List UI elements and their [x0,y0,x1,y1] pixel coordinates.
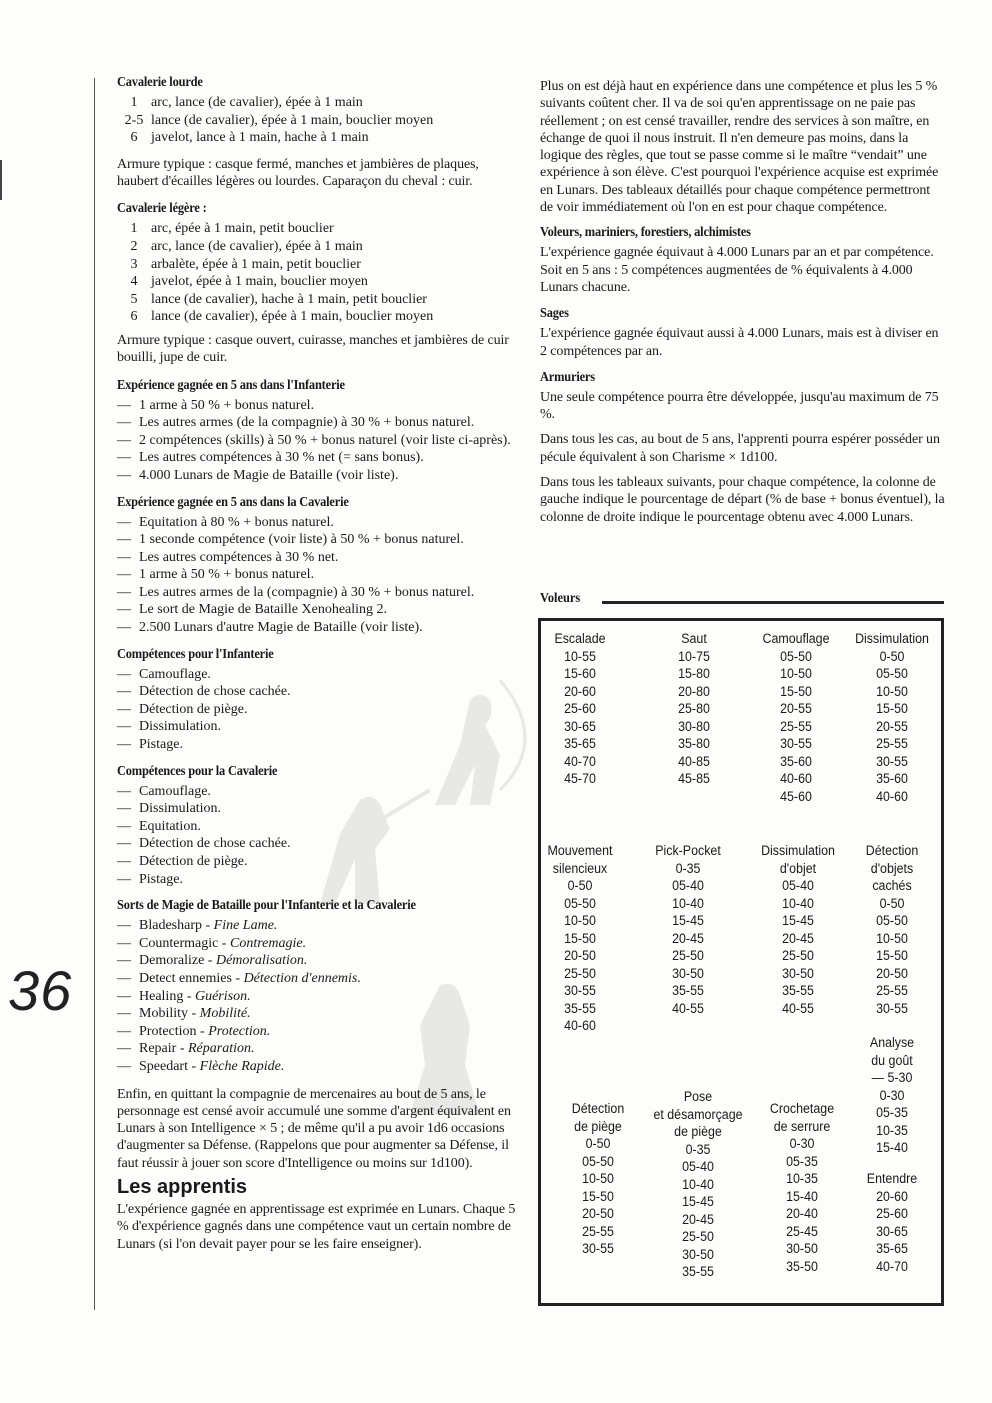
experience-infanterie-list [117,397,519,485]
list-item: 2 arc, lance (de cavalier), épée à 1 main [130,238,363,254]
skill-name: Pose [683,1089,713,1104]
list-item: — Demoralize - Démoralisation. [117,953,308,969]
skill-cell [846,630,938,805]
skill-range: 10-40 [672,895,704,911]
list-item: — Camouflage. [117,783,211,799]
skill-range: 35-55 [672,983,704,998]
list-item: 3 arbalète, épée à 1 main, petit bouclier [130,256,361,272]
skill-range: 20-50 [876,965,908,981]
list-item: — 2.500 Lunars d'autre Magie de Bataille (voir liste). [117,620,423,636]
skill-range: 15-45 [682,1194,714,1209]
list-item: 2-5 lance (de cavalier), épée à 1 main, bouclier moyen [124,112,434,128]
skill-cell [846,842,938,1017]
skill-range: 30-80 [678,718,710,734]
skill-range: 30-55 [582,1241,614,1256]
skill-range: 30-50 [682,1246,714,1262]
skill-range: 25-50 [782,948,814,963]
list-item: — Détection de chose cachée. [117,836,291,852]
skill-range: 10-50 [876,930,908,946]
skill-range: 25-60 [876,1206,908,1221]
sages-paragraph: L'expérience gagnée équivaut aussi à 4.000 Lunars, mais est à diviser en 2 compétences par an. [540,326,939,359]
skill-range: 45-85 [678,771,710,786]
skill-range: 40-60 [564,1018,596,1033]
skill-range: 05-50 [564,895,596,911]
list-item: — Pistage. [117,737,183,753]
heading-competences-cavalerie: Compétences pour la Cavalerie [117,762,278,778]
skill-name: Détection [865,843,919,858]
skill-range: 15-50 [564,930,596,946]
list-item: — Detect ennemies - Détection d'ennemis. [117,970,361,986]
skill-range: 10-50 [780,666,812,681]
skill-range: 35-65 [564,736,596,751]
list-item: 6 javelot, lance à 1 main, hache à 1 main [130,130,369,146]
skill-range: 0-50 [879,648,905,664]
armure-lourde-text: Armure typique : casque fermé, manches et jambières de plaques, haubert d'écailles légères ou lourdes. Caparaçon du cheval : cuir. [117,156,479,190]
skill-name: silencieux [552,860,608,876]
skill-cell [756,1100,848,1275]
skill-range: 30-65 [876,1223,908,1239]
skill-range: 05-50 [582,1153,614,1169]
list-item: — Speedart - Flèche Rapide. [117,1058,285,1074]
skill-name: Pick-Pocket [655,843,721,858]
experience-cavalerie-list [117,514,519,637]
skill-cell [750,630,842,805]
skill-range: 05-50 [876,913,908,928]
list-item: — Protection - Protection. [117,1023,271,1039]
skill-name: Dissimulation [761,843,835,858]
list-item: — Détection de piège. [117,701,248,717]
skill-name: cachés [872,878,912,893]
table-title: Voleurs [540,590,588,606]
armure-legere-text: Armure typique : casque ouvert, cuirasse, manches et jambières de cuir bouilli, jupe de cuir. [117,332,509,366]
skill-range: 30-65 [564,718,596,734]
skill-range: 15-50 [876,948,908,963]
list-item: — Les autres compétences à 30 % net (= sans bonus). [117,450,424,466]
skill-range: 20-50 [564,948,596,963]
skill-range: 35-65 [876,1241,908,1256]
cavalerie-legere-list [117,220,519,326]
skill-range: 45-60 [780,788,812,804]
skill-range: 35-50 [786,1258,818,1274]
competences-cavalerie-list [117,783,519,889]
skill-range: 25-60 [564,701,596,716]
list-item: — Détection de chose cachée. [117,684,291,700]
competences-infanterie-list [117,666,519,754]
list-item: 1 arc, lance (de cavalier), épée à 1 main [130,95,363,110]
skill-range: 0-50 [585,1136,611,1151]
voleurs-table [538,590,944,1306]
skill-range: 35-80 [678,736,710,751]
skill-range: 10-75 [678,648,710,664]
skill-range: 30-50 [782,965,814,981]
list-item: — Les autres compétences à 30 % net. [117,549,339,565]
skill-name: Mouvement [547,843,613,858]
heading-armuriers: Armuriers [540,368,595,384]
skill-name: d'objets [870,860,914,876]
skill-cell [552,1100,644,1258]
skill-range: 30-55 [876,753,908,769]
list-item: — Pistage. [117,871,183,887]
skill-name: du goût [871,1052,913,1068]
skill-range: 40-60 [780,771,812,786]
skill-range: 0-30 [879,1087,905,1103]
list-item: — Détection de piège. [117,854,248,869]
skill-range: 40-70 [876,1258,908,1274]
tableaux-paragraph: Dans tous les tableaux suivants, pour chaque compétence, la colonne de gauche indique le pourcentage de départ (% de base + bonus éventuel), la colonne de droite indique le pourcentage obtenu avec 4.000 Lunars. [540,475,945,525]
skill-range: 20-50 [582,1206,614,1221]
apprentis-title: Les apprentis [117,1176,248,1199]
voleurs-paragraph: L'expérience gagnée équivaut à 4.000 Lunars par an et par compétence. Soit en 5 ans : 5 compétences augmentées de % équivalents à 4.000 Lunars chacune. [540,245,934,295]
skill-range: 15-50 [876,701,908,716]
skill-name: de serrure [773,1118,831,1134]
skill-name: et désamorçage [653,1106,743,1122]
skill-range: 20-45 [672,930,704,946]
list-item: 6 lance (de cavalier), épée à 1 main, bouclier moyen [130,309,434,325]
skill-range: 15-40 [876,1140,908,1155]
skill-range: 10-35 [786,1171,818,1186]
crop-mark [0,160,2,200]
skill-range: 35-55 [682,1264,714,1279]
skill-name: Camouflage [762,631,830,646]
skill-cell [752,842,844,1017]
list-item: — 1 seconde compétence (voir liste) à 50 % + bonus naturel. [117,532,464,548]
skill-range: 35-55 [564,1000,596,1016]
list-item: — 1 arme à 50 % + bonus naturel. [117,397,315,413]
list-item: — Repair - Réparation. [117,1041,255,1057]
skill-range: 05-40 [682,1159,714,1174]
skill-range: 25-55 [780,718,812,734]
heading-sorts-magie: Sorts de Magie de Bataille pour l'Infanterie et la Cavalerie [117,897,416,913]
list-item: — 2 compétences (skills) à 50 % + bonus naturel (voir liste ci-après). [117,432,511,448]
skill-range: 05-40 [672,878,704,893]
list-item: 4 javelot, épée à 1 main, bouclier moyen [130,274,368,290]
list-item: — Dissimulation. [117,719,222,735]
tous-cas-paragraph: Dans tous les cas, au bout de 5 ans, l'apprenti pourra espérer posséder un pécule équivalent à son Charisme × 1d100. [540,432,940,465]
skill-range: 20-60 [564,683,596,699]
skill-range: 15-80 [678,666,710,681]
skill-range: 0-30 [789,1136,815,1151]
list-item: — Countermagic - Contremagie. [117,935,307,951]
skill-range: 20-60 [876,1188,908,1204]
list-item: — 4.000 Lunars de Magie de Bataille (voir liste). [117,467,399,483]
heading-voleurs-mariniers: Voleurs, mariniers, forestiers, alchimistes [540,224,751,240]
skill-range: 35-60 [876,771,908,786]
skill-range: 10-50 [564,913,596,928]
skill-name: Crochetage [769,1101,835,1116]
enfin-paragraph: Enfin, en quittant la compagnie de mercenaires au bout de 5 ans, le personnage est censé avoir accumulé une somme d'argent équivalent en Lunars à son Intelligence × 5 ; de même qu'il a pu avoir 1d6 occasions d'augmenter sa Défense. (Rappelons que pour augmenter sa Défense, il faut réussir à jouer son score d'Intelligence ou moins sur 1d100). [117,1086,511,1171]
list-item: — Le sort de Magie de Bataille Xenohealing 2. [117,602,388,618]
skill-cell [652,1088,744,1281]
skill-range: 10-35 [876,1122,908,1138]
intro-paragraph: Plus on est déjà haut en expérience dans une compétence et plus les 5 % suivants coûtent cher. Il va de soi qu'en apprentissage on ne paie pas réellement ; on est censé travailler, rendre des services à son maître, en échange de quoi il nous instruit. Il n'en demeure pas moins, dans la logique des règles, que tout se passe comme si le maître “vendait” une expérience à son élève. C'est pourquoi l'expérience acquise est exprimée en Lunars. Des tableaux détaillés pour chaque compétence permettront de voir immédiatement où l'on en est pour chaque compétence. [540,79,939,216]
heading-cavalerie-legere: Cavalerie légère : [117,200,207,216]
skill-range: 15-60 [564,666,596,681]
skill-cell [648,630,740,788]
skill-cell [534,842,626,1035]
skill-range: 25-50 [672,948,704,963]
list-item: 1 arc, épée à 1 main, petit bouclier [130,221,334,237]
list-item: — Healing - Guérison. [117,988,251,1004]
right-column [540,78,945,526]
skill-range: 20-45 [682,1211,714,1227]
list-item: — Mobility - Mobilité. [117,1006,251,1022]
skill-range: 10-50 [582,1171,614,1186]
skill-range: 0-35 [675,860,701,876]
skill-range: 05-40 [782,878,814,893]
skill-name: Escalade [554,631,606,646]
list-item: — Camouflage. [117,666,211,682]
skill-name: Saut [681,631,707,646]
list-item: — Les autres armes (de la compagnie) à 30 % + bonus naturel. [117,415,475,431]
skill-name: de piège [574,1118,622,1134]
list-item: 5 lance (de cavalier), hache à 1 main, petit bouclier [130,291,427,307]
list-item: — Equitation. [117,818,201,834]
skill-range: 25-45 [786,1223,818,1239]
skill-range: 25-55 [876,736,908,751]
cavalerie-lourde-list [117,94,519,147]
skill-range: 10-40 [782,895,814,911]
skill-name: Détection [571,1101,625,1116]
skill-range: 15-45 [672,913,704,928]
margin-rule [94,78,95,1310]
skill-range: 40-70 [564,753,596,769]
skill-range: 15-45 [782,913,814,928]
skill-range: 40-55 [672,1000,704,1016]
skill-range: 40-60 [876,788,908,804]
skill-range: 05-50 [876,666,908,681]
list-item: — Dissimulation. [117,801,222,817]
skill-range: 25-55 [876,983,908,998]
skill-range: 20-80 [678,683,710,699]
skill-range: 10-55 [564,648,596,664]
armuriers-paragraph: Une seule compétence pourra être développée, jusqu'au maximum de 75 %. [540,389,939,423]
skill-cell [642,842,734,1017]
skill-range: 45-70 [564,771,596,786]
skill-range: 40-85 [678,753,710,769]
skill-range: 05-50 [780,648,812,664]
skill-range: 30-55 [876,1000,908,1016]
page-number: 36 [8,959,73,1022]
heading-competences-infanterie: Compétences pour l'Infanterie [117,645,274,661]
skill-range: 25-50 [564,965,596,981]
apprentis-paragraph: L'expérience gagnée en apprentissage est exprimée en Lunars. Chaque 5 % d'expérience gagnés dans une compétence vaut un certain nombre de Lunars (si l'on devait payer pour se les faire enseigner). [117,1202,516,1252]
skill-range: 0-50 [879,895,905,911]
skill-range: 25-50 [682,1229,714,1244]
sorts-list [117,917,519,1075]
skill-range: 35-55 [782,983,814,998]
list-item: — Equitation à 80 % + bonus naturel. [117,514,334,530]
list-item: — 1 arme à 50 % + bonus naturel. [117,567,315,583]
skill-range: 05-35 [786,1153,818,1169]
skill-name: de piège [674,1124,722,1139]
skill-range: 40-55 [782,1000,814,1016]
skill-name: Analyse [869,1035,915,1050]
skill-range: 20-40 [786,1206,818,1221]
skill-range: 30-50 [672,965,704,981]
skill-range: 10-40 [682,1176,714,1192]
skill-range: 20-55 [780,701,812,716]
skill-range: 10-50 [876,683,908,699]
skill-range: 15-50 [582,1188,614,1204]
skill-range: 30-55 [780,736,812,751]
heading-sages: Sages [540,305,569,321]
skill-cell [846,1170,938,1275]
skill-range: 15-40 [786,1188,818,1204]
skill-range: 05-35 [876,1105,908,1120]
list-item: — Les autres armes de la (compagnie) à 30 % + bonus naturel. [117,584,475,600]
skill-cell [534,630,626,788]
skill-name: Entendre [866,1171,918,1186]
list-item: — Bladesharp - Fine Lame. [117,918,278,934]
skill-range: 0-35 [685,1141,711,1157]
left-column [117,74,519,1253]
skill-range: 15-50 [780,683,812,699]
skill-range: 25-55 [582,1223,614,1239]
skill-cell [846,1034,938,1157]
table-top-rule [602,601,944,604]
skill-name: Dissimulation [855,631,929,646]
heading-experience-infanterie: Expérience gagnée en 5 ans dans l'Infanterie [117,376,345,392]
skill-range: 30-50 [786,1241,818,1256]
skill-range: 20-55 [876,718,908,734]
heading-cavalerie-lourde: Cavalerie lourde [117,74,203,89]
heading-experience-cavalerie: Expérience gagnée en 5 ans dans la Cavalerie [117,493,349,509]
skill-range: 35-60 [780,753,812,769]
skill-range: 25-80 [678,701,710,716]
skill-range: 20-45 [782,930,814,946]
skill-range: 0-50 [567,878,593,893]
skill-range: — 5-30 [871,1070,913,1085]
skill-name: d'objet [779,860,817,876]
skill-range: 30-55 [564,983,596,998]
